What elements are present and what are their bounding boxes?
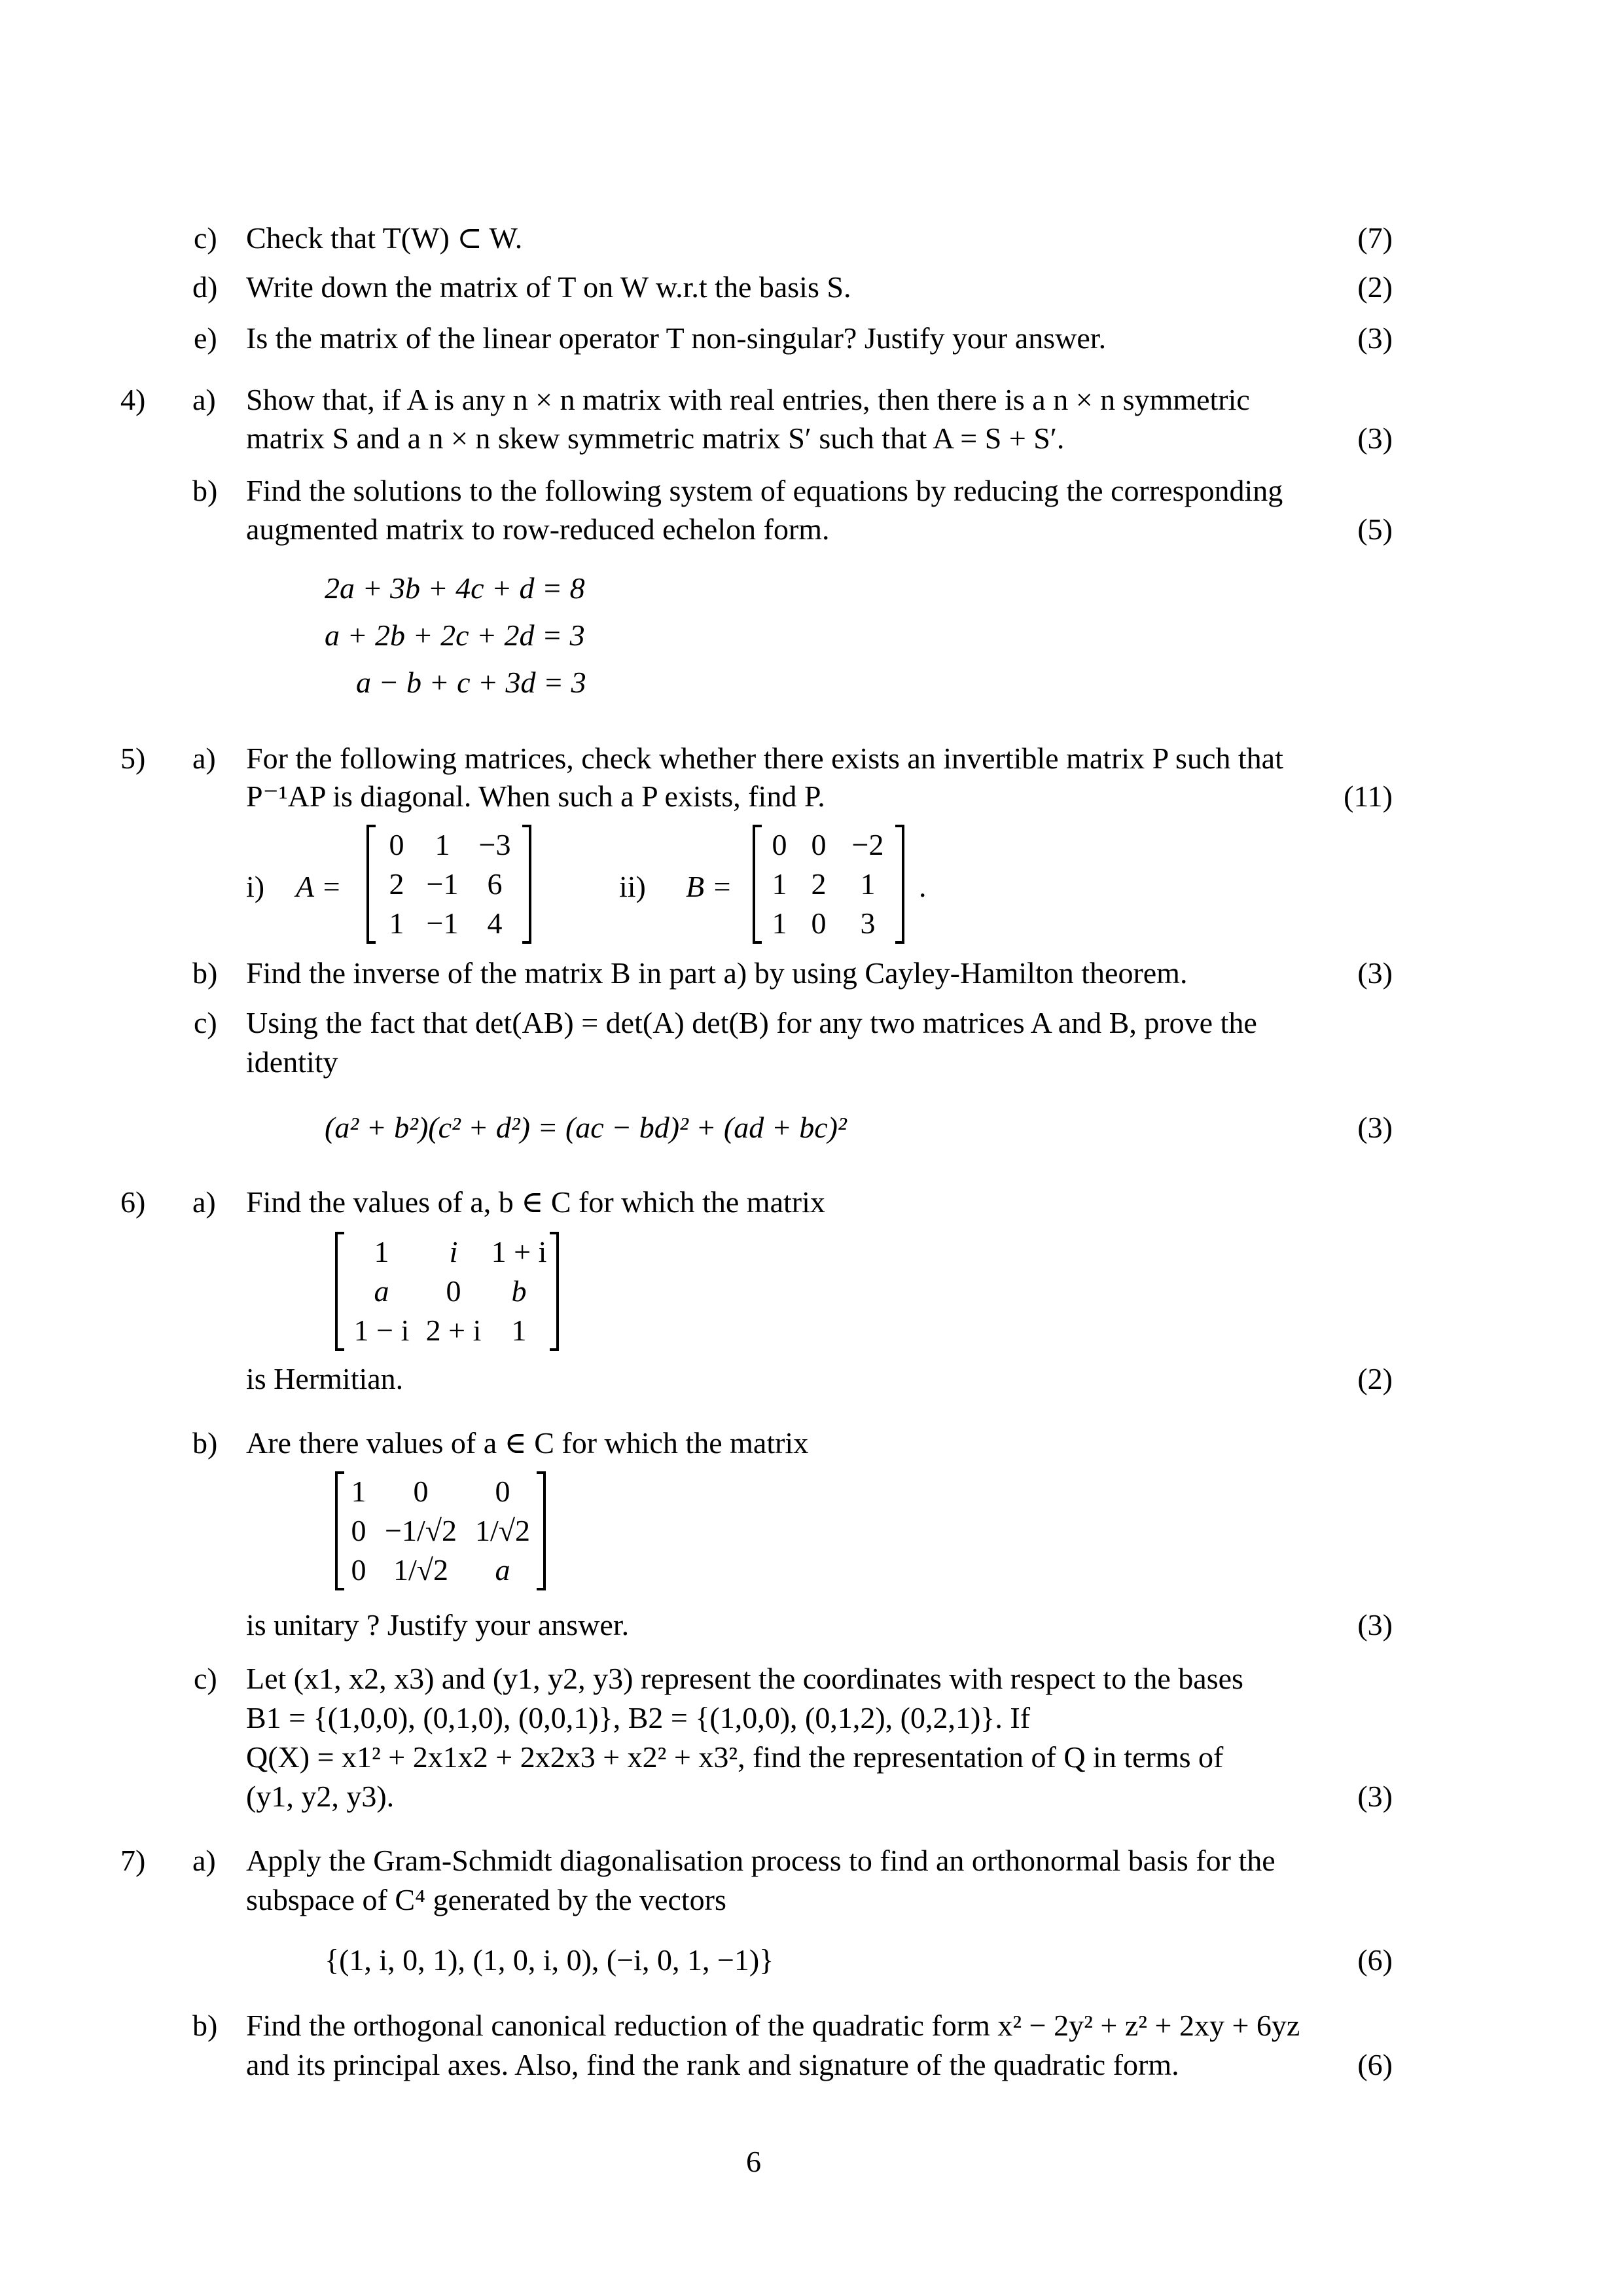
matrix-cell: −3 bbox=[478, 828, 511, 861]
matrix-cell: 2 + i bbox=[425, 1314, 482, 1347]
matrix-cell: 1 bbox=[374, 1235, 389, 1268]
matrix-cell: 6 bbox=[487, 867, 503, 901]
q7a-line1: Apply the Gram-Schmidt diagonalisation process to find an orthonormal basis for the bbox=[246, 1844, 1275, 1877]
q7a-marks: (6) bbox=[1357, 1943, 1393, 1977]
q5a-marks: (11) bbox=[1344, 780, 1393, 813]
q5a-label: a) bbox=[192, 742, 216, 775]
matrix-cell: 0 bbox=[351, 1553, 366, 1587]
q4b-marks: (5) bbox=[1357, 512, 1393, 546]
matrix-cell: 1 bbox=[435, 828, 450, 861]
q6c-line4: (y1, y2, y3). bbox=[246, 1780, 395, 1813]
q5b-text: Find the inverse of the matrix B in part a) by using Cayley-Hamilton theorem. bbox=[246, 956, 1188, 990]
matrix-cell: 1 bbox=[351, 1475, 366, 1508]
matrix-a-name: A = bbox=[296, 870, 342, 903]
matrix-cell: b bbox=[511, 1274, 527, 1308]
q6b-after: is unitary ? Justify your answer. bbox=[246, 1608, 630, 1641]
page-number: 6 bbox=[746, 2145, 761, 2178]
matrix-cell: 0 bbox=[351, 1514, 366, 1547]
matrix-cell: 0 bbox=[389, 828, 404, 861]
q5a-i-label: i) bbox=[246, 870, 265, 903]
matrix-cell: 0 bbox=[495, 1475, 510, 1508]
q5a-ii-label: ii) bbox=[619, 870, 646, 903]
q5b-marks: (3) bbox=[1357, 956, 1393, 990]
q3d-text: Write down the matrix of T on W w.r.t the basis S. bbox=[246, 270, 851, 304]
q3d-label: d) bbox=[192, 270, 218, 304]
matrix-cell: 1 + i bbox=[491, 1235, 547, 1268]
matrix-cell: 2 bbox=[389, 867, 404, 901]
q3c-text: Check that T(W) ⊂ W. bbox=[246, 221, 523, 255]
matrix-cell: 1 bbox=[860, 867, 876, 901]
matrix-b-name: B = bbox=[686, 870, 732, 903]
matrix-cell: 4 bbox=[487, 906, 503, 940]
q7-number: 7) bbox=[120, 1844, 146, 1877]
q4-number: 4) bbox=[120, 383, 146, 416]
q4a-marks: (3) bbox=[1357, 422, 1393, 455]
q3e-text: Is the matrix of the linear operator T non-singular? Justify your answer. bbox=[246, 321, 1107, 355]
q4b-line2: augmented matrix to row-reduced echelon form. bbox=[246, 512, 830, 546]
matrix-cell: −1 bbox=[426, 906, 459, 940]
matrix-cell: 3 bbox=[860, 906, 876, 940]
q5a-line1: For the following matrices, check whether there exists an invertible matrix P such that bbox=[246, 742, 1283, 775]
matrix-cell: 0 bbox=[772, 828, 787, 861]
matrix-cell: 1/√2 bbox=[393, 1553, 449, 1587]
matrix-cell: 0 bbox=[811, 828, 827, 861]
unitary-matrix bbox=[335, 1473, 546, 1589]
equation-1: 2a + 3b + 4c + d = 8 bbox=[325, 571, 585, 605]
matrix-cell: −1/√2 bbox=[385, 1514, 457, 1547]
q6c-line1: Let (x1, x2, x3) and (y1, y2, y3) represent the coordinates with respect to the bases bbox=[246, 1662, 1243, 1695]
matrix-b bbox=[753, 826, 904, 942]
q7a-label: a) bbox=[192, 1844, 216, 1877]
q5-number: 5) bbox=[120, 742, 146, 775]
q5c-line2: identity bbox=[246, 1045, 338, 1079]
q6c-marks: (3) bbox=[1357, 1780, 1393, 1813]
q6b-marks: (3) bbox=[1357, 1608, 1393, 1641]
q4a-label: a) bbox=[192, 383, 216, 416]
q5a-line2: P⁻¹AP is diagonal. When such a P exists, find P. bbox=[246, 780, 825, 813]
q7a-line2: subspace of C⁴ generated by the vectors bbox=[246, 1883, 726, 1916]
equation-2: a + 2b + 2c + 2d = 3 bbox=[325, 619, 585, 652]
q3d-marks: (2) bbox=[1357, 270, 1393, 304]
q4b-line1: Find the solutions to the following system of equations by reducing the corresponding bbox=[246, 474, 1283, 507]
q3c-marks: (7) bbox=[1357, 221, 1393, 255]
matrix-cell: a bbox=[495, 1553, 510, 1587]
q5c-marks: (3) bbox=[1357, 1111, 1393, 1144]
q6a-marks: (2) bbox=[1357, 1362, 1393, 1395]
q5c-line1: Using the fact that det(AB) = det(A) det(B) for any two matrices A and B, prove the bbox=[246, 1006, 1257, 1039]
q3c-label: c) bbox=[194, 221, 217, 255]
q4a-line1: Show that, if A is any n × n matrix with real entries, then there is a n × n symmetric bbox=[246, 383, 1250, 416]
matrix-cell: 1 bbox=[389, 906, 404, 940]
matrix-cell: −1 bbox=[426, 867, 459, 901]
q7b-label: b) bbox=[192, 2009, 218, 2042]
matrix-cell: 1/√2 bbox=[474, 1514, 531, 1547]
q4b-label: b) bbox=[192, 474, 218, 507]
matrix-cell: 0 bbox=[413, 1475, 429, 1508]
q3e-label: e) bbox=[194, 321, 217, 355]
matrix-cell: 0 bbox=[811, 906, 827, 940]
matrix-cell: i bbox=[449, 1235, 458, 1268]
q6a-label: a) bbox=[192, 1185, 216, 1219]
q6c-line2: B1 = {(1,0,0), (0,1,0), (0,0,1)}, B2 = {(1,0,0), (0,1,2), (0,2,1)}. If bbox=[246, 1701, 1031, 1734]
matrix-cell: a bbox=[374, 1274, 389, 1308]
hermitian-matrix bbox=[335, 1233, 559, 1350]
q5c-label: c) bbox=[194, 1006, 217, 1039]
q7b-line2: and its principal axes. Also, find the rank and signature of the quadratic form. bbox=[246, 2048, 1179, 2081]
q6-number: 6) bbox=[120, 1185, 146, 1219]
q5b-label: b) bbox=[192, 956, 218, 990]
matrix-b-period: . bbox=[919, 870, 927, 903]
matrix-cell: 2 bbox=[811, 867, 827, 901]
q6b-text: Are there values of a ∈ C for which the matrix bbox=[246, 1426, 809, 1460]
q6c-label: c) bbox=[194, 1662, 217, 1695]
matrix-cell: 0 bbox=[446, 1274, 461, 1308]
matrix-cell: 1 bbox=[772, 906, 787, 940]
q6b-label: b) bbox=[192, 1426, 218, 1460]
q6a-after: is Hermitian. bbox=[246, 1362, 404, 1395]
matrix-cell: 1 − i bbox=[353, 1314, 410, 1347]
q6c-line3: Q(X) = x1² + 2x1x2 + 2x2x3 + x2² + x3², find the representation of Q in terms of bbox=[246, 1740, 1224, 1774]
matrix-cell: −2 bbox=[851, 828, 884, 861]
q4a-line2: matrix S and a n × n skew symmetric matrix S′ such that A = S + S′. bbox=[246, 422, 1065, 455]
q3e-marks: (3) bbox=[1357, 321, 1393, 355]
matrix-a bbox=[366, 826, 531, 942]
q6a-text: Find the values of a, b ∈ C for which the matrix bbox=[246, 1185, 825, 1219]
q7b-line1: Find the orthogonal canonical reduction of the quadratic form x² − 2y² + z² + 2xy + 6yz bbox=[246, 2009, 1300, 2042]
q5c-identity: (a² + b²)(c² + d²) = (ac − bd)² + (ad + bc)² bbox=[325, 1111, 847, 1144]
equation-3: a − b + c + 3d = 3 bbox=[356, 666, 586, 699]
matrix-cell: 1 bbox=[772, 867, 787, 901]
q7b-marks: (6) bbox=[1357, 2048, 1393, 2081]
matrix-cell: 1 bbox=[511, 1314, 527, 1347]
q7a-vectors: {(1, i, 0, 1), (1, 0, i, 0), (−i, 0, 1, −1)} bbox=[325, 1943, 774, 1977]
